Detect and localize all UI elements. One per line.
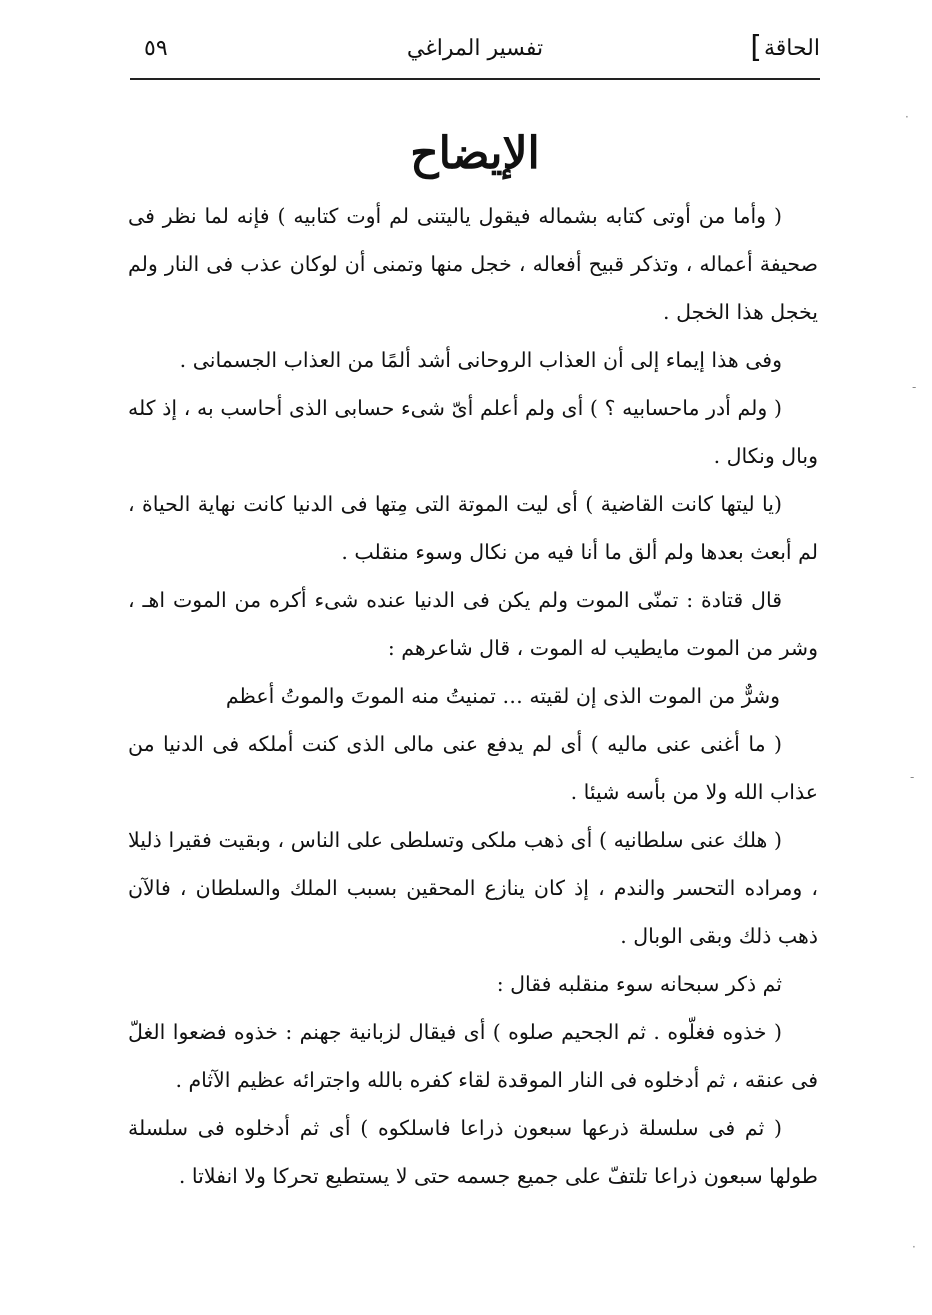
paragraph: ( خذوه فغلّوه . ثم الجحيم صلوه ) أى فيقال لزبانية جهنم : خذوه فضعوا الغلّ فى عنقه ، ثم أدخلوه فى النار الموقدة لقاء كفره بالله واجترائه عظيم الآثام . bbox=[128, 1020, 818, 1092]
paragraph: (يا ليتها كانت القاضية ) أى ليت الموتة التى مِتها فى الدنيا كانت نهاية الحياة ، لم أبعث بعدها ولم ألق ما أنا فيه من نكال وسوء منقلب . bbox=[128, 492, 818, 564]
paragraph: ( ولم أدر ماحسابيه ؟ ) أى ولم أعلم أىّ شىء حسابى الذى أحاسب به ، إذ كله وبال ونكال . bbox=[128, 396, 818, 468]
scan-speck: · bbox=[912, 1240, 916, 1254]
paragraph: ثم ذكر سبحانه سوء منقلبه فقال : bbox=[496, 972, 782, 996]
scan-speck: - bbox=[910, 770, 915, 784]
paragraph: ( ثم فى سلسلة ذرعها سبعون ذراعا فاسلكوه ) أى ثم أدخلوه فى سلسلة طولها سبعون ذراعا تلتفّ على جميع جسمه حتى لا يستطيع تحركا ولا انفلاتا . bbox=[128, 1116, 818, 1188]
paragraph: ( ما أغنى عنى ماليه ) أى لم يدفع عنى مالى الذى كنت أملكه فى الدنيا من عذاب الله ولا من بأسه شيئا . bbox=[128, 732, 818, 804]
scan-speck: · bbox=[905, 110, 909, 124]
running-header bbox=[130, 30, 820, 76]
page-number: ٥٩ bbox=[144, 36, 168, 61]
poetry-verse: وشرٌّ من الموت الذى إن لقيته … تمنيتُ منه الموتَ والموتُ أعظم bbox=[225, 684, 781, 708]
paragraph: قال قتادة : تمنّى الموت ولم يكن فى الدنيا عنده شىء أكره من الموت اهـ ، وشر من الموت مايطيب له الموت ، قال شاعرهم : bbox=[128, 588, 818, 660]
page-body bbox=[128, 192, 818, 1200]
paragraph: وفى هذا إيماء إلى أن العذاب الروحانى أشد ألمًا من العذاب الجسمانى . bbox=[179, 348, 782, 372]
paragraph: ( هلك عنى سلطانيه ) أى ذهب ملكى وتسلطى على الناس ، وبقيت فقيرا ذليلا ، ومراده التحسر والندم ، إذ كان ينازع المحقين بسبب الملك والسلطان ، فالآن ذهب ذلك وبقى الوبال . bbox=[128, 828, 818, 948]
section-title: الإيضاح bbox=[410, 128, 540, 179]
header-bracket: ] bbox=[750, 30, 762, 65]
scan-speck: - bbox=[912, 380, 917, 394]
book-title: تفسير المراغي bbox=[406, 36, 544, 61]
paragraph: ( وأما من أوتى كتابه بشماله فيقول ياليتنى لم أوت كتابيه ) فإنه لما نظر فى صحيفة أعماله ، وتذكر قبيح أفعاله ، خجل منها وتمنى أن لوكان عذب فى النار ولم يخجل هذا الخجل . bbox=[128, 204, 818, 324]
surah-name: الحاقة bbox=[763, 36, 820, 61]
header-rule bbox=[130, 78, 820, 80]
